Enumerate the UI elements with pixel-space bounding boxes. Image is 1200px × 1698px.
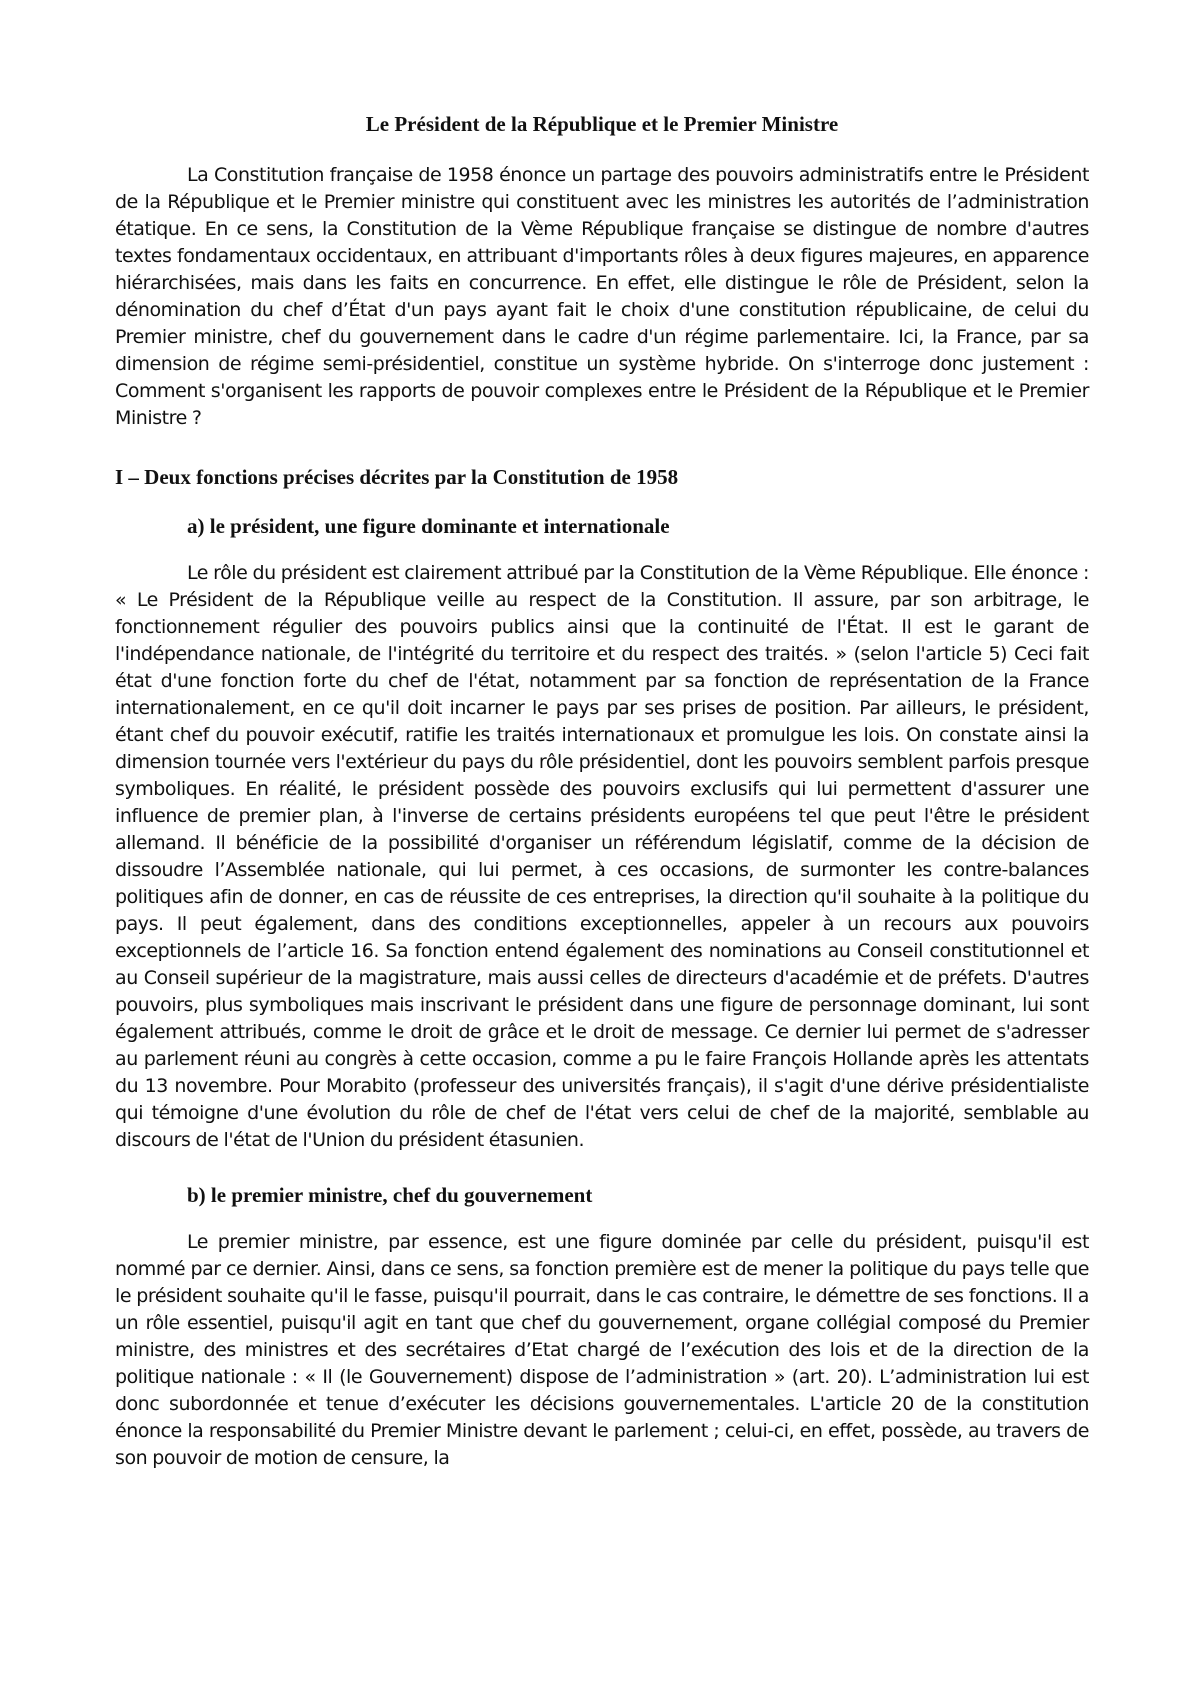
subsection-b-heading: b) le premier ministre, chef du gouvernement <box>187 1183 593 1207</box>
section-heading: I – Deux fonctions précises décrites par la Constitution de 1958 <box>115 465 679 489</box>
subsection-b-paragraph: Le premier ministre, par essence, est une figure dominée par celle du président, puisqu'il est nommé par ce dernier. Ainsi, dans ce sens, sa fonction première est de mener la politique du pays telle que le président souhaite qu'il le fasse, puisqu'il pourrait, dans le cas contraire, le démettre de ses fonctions. Il a un rôle essentiel, puisqu'il agit en tant que chef du gouvernement, organe collégial composé du Premier ministre, des ministres et des secrétaires d’Etat chargé de l’exécution des lois et de la direction de la politique nationale : « Il (le Gouvernement) dispose de l’administration » (art. 20). L’administration lui est donc subordonnée et tenue d’exécuter les décisions gouvernementales. L'article 20 de la constitution énonce la responsabilité du Premier Ministre devant le parlement ; celui-ci, en effet, possède, au travers de son pouvoir de motion de censure, la <box>115 1231 1089 1469</box>
intro-paragraph: La Constitution française de 1958 énonce un partage des pouvoirs administratifs entre le Président de la République et le Premier ministre qui constituent avec les ministres les autorités de l’administration étatique. En ce sens, la Constitution de la Vème République française se distingue de nombre d'autres textes fondamentaux occidentaux, en attribuant d'importants rôles à deux figures majeures, en apparence hiérarchisées, mais dans les faits en concurrence. En effet, elle distingue le rôle de Président, selon la dénomination du chef d’État d'un pays ayant fait le choix d'une constitution républicaine, de celui du Premier ministre, chef du gouvernement dans le cadre d'un régime parlementaire. Ici, la France, par sa dimension de régime semi-présidentiel, constitue un système hybride. On s'interroge donc justement : Comment s'organisent les rapports de pouvoir complexes entre le Président de la République et le Premier Ministre ? <box>115 164 1089 429</box>
subsection-a-heading: a) le président, une figure dominante et internationale <box>187 514 670 538</box>
subsection-a-paragraph: Le rôle du président est clairement attribué par la Constitution de la Vème République. Elle énonce : « Le Président de la République veille au respect de la Constitution. Il assure, par son arbitrage, le fonctionnement régulier des pouvoirs publics ainsi que la continuité de l'État. Il est le garant de l'indépendance nationale, de l'intégrité du territoire et du respect des traités. » (selon l'article 5) Ceci fait état d'une fonction forte du chef de l'état, notamment par sa fonction de représentation de la France internationalement, en ce qu'il doit incarner le pays par ses prises de position. Par ailleurs, le président, étant chef du pouvoir exécutif, ratifie les traités internationaux et promulgue les lois. On constate ainsi la dimension tournée vers l'extérieur du pays du rôle présidentiel, dont les pouvoirs semblent parfois presque symboliques. En réalité, le président possède des pouvoirs exclusifs qui lui permettent d'assurer une influence de premier plan, à l'inverse de certains présidents européens tel que peut l'être le président allemand. Il bénéficie de la possibilité d'organiser un référendum législatif, comme de la décision de dissoudre l’Assemblée nationale, qui lui permet, à ces occasions, de surmonter les contre-balances politiques afin de donner, en cas de réussite de ces entreprises, la direction qu'il souhaite à la politique du pays. Il peut également, dans des conditions exceptionnelles, appeler à un recours aux pouvoirs exceptionnels de l’article 16. Sa fonction entend également des nominations au Conseil constitutionnel et au Conseil supérieur de la magistrature, mais aussi celles de directeurs d'académie et de préfets. D'autres pouvoirs, plus symboliques mais inscrivant le président dans une figure de personnage dominant, lui sont également attribués, comme le droit de grâce et le droit de message. Ce dernier lui permet de s'adresser au parlement réuni au congrès à cette occasion, comme a pu le faire François Hollande après les attentats du 13 novembre. Pour Morabito (professeur des universités français), il s'agit d'une dérive présidentialiste qui témoigne d'une évolution du rôle de chef de l'état vers celui de chef de la majorité, semblable au discours de l'état de l'Union du président étasunien. <box>115 562 1089 1151</box>
document-title: Le Président de la République et le Premier Ministre <box>365 112 839 136</box>
